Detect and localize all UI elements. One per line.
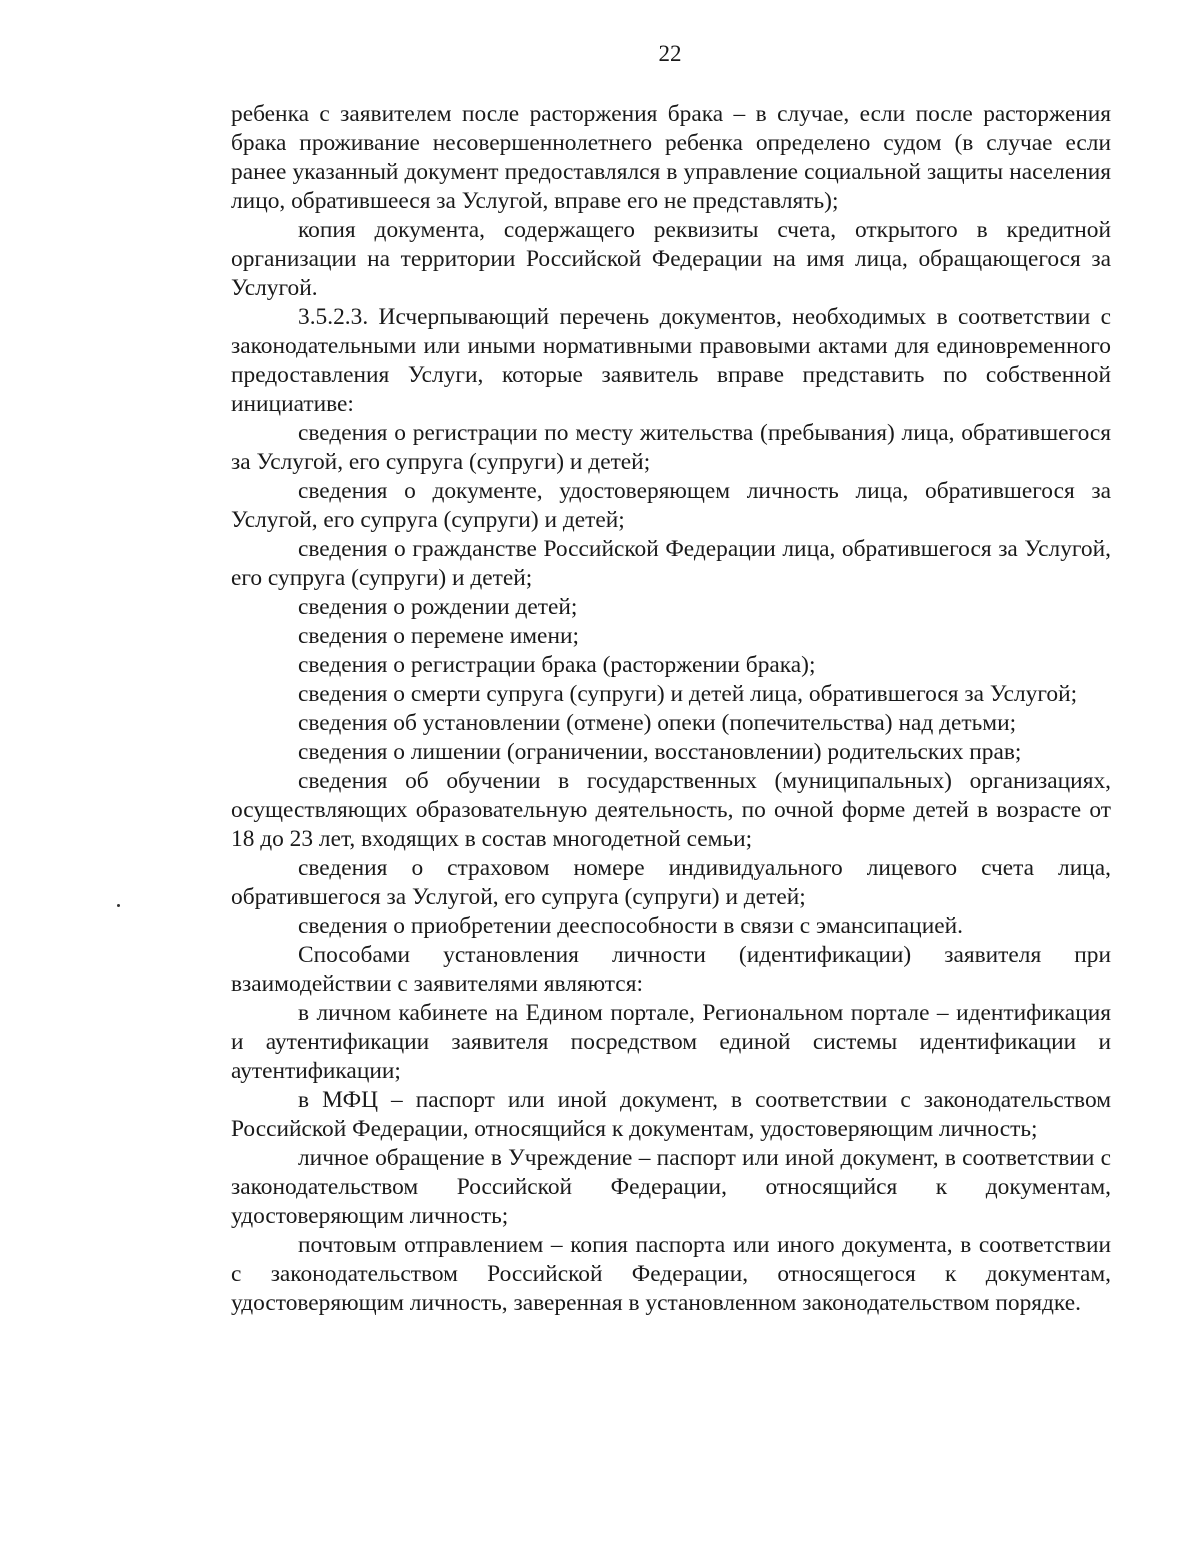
paragraph: сведения о рождении детей;: [298, 594, 578, 620]
paragraph: в МФЦ – паспорт или иной документ, в соответствии с законодательством Российской Федерации, относящийся к документам, удостоверяющим личность;: [231, 1087, 1111, 1142]
paragraph: сведения о регистрации по месту жительства (пребывания) лица, обратившегося за Услугой, его супруга (супруги) и детей;: [231, 420, 1111, 475]
paragraph: сведения о регистрации брака (расторжении брака);: [298, 652, 816, 678]
paragraph: сведения о страховом номере индивидуального лицевого счета лица, обратившегося за Услугой, его супруга (супруги) и детей;: [231, 855, 1111, 910]
paragraph: сведения о лишении (ограничении, восстановлении) родительских прав;: [298, 739, 1022, 765]
paragraph: Способами установления личности (идентификации) заявителя при взаимодействии с заявителями являются:: [231, 942, 1111, 997]
paragraph: сведения о перемене имени;: [298, 623, 579, 649]
paragraph: сведения об обучении в государственных (муниципальных) организациях, осуществляющих образовательную деятельность, по очной форме детей в возрасте от 18 до 23 лет, входящих в состав многодетной семьи;: [231, 768, 1111, 852]
paragraph: в личном кабинете на Едином портале, Региональном портале – идентификация и аутентификации заявителя посредством единой системы идентификации и аутентификации;: [231, 1000, 1111, 1084]
paragraph: сведения о смерти супруга (супруги) и детей лица, обратившегося за Услугой;: [298, 681, 1078, 707]
paragraph: сведения о приобретении дееспособности в связи с эмансипацией.: [298, 913, 963, 939]
paragraph: сведения об установлении (отмене) опеки (попечительства) над детьми;: [298, 710, 1017, 736]
scan-artifact-dot: [117, 904, 120, 907]
body-text: [231, 100, 1111, 1318]
page-number: 22: [658, 41, 682, 66]
paragraph: почтовым отправлением – копия паспорта или иного документа, в соответствии с законодательством Российской Федерации, относящегося к документам, удостоверяющим личность, заверенная в установленном законодательством порядке.: [231, 1232, 1111, 1316]
paragraph: копия документа, содержащего реквизиты счета, открытого в кредитной организации на территории Российской Федерации на имя лица, обращающегося за Услугой.: [231, 217, 1111, 301]
paragraph: 3.5.2.3. Исчерпывающий перечень документов, необходимых в соответствии с законодательными или иными нормативными правовыми актами для единовременного предоставления Услуги, которые заявитель вправе представить по собственной инициативе:: [231, 304, 1111, 417]
paragraph: ребенка с заявителем после расторжения брака – в случае, если после расторжения брака проживание несовершеннолетнего ребенка определено судом (в случае если ранее указанный документ предоставлялся в управление социальной защиты населения лицо, обратившееся за Услугой, вправе его не представлять);: [231, 101, 1111, 214]
paragraph: сведения о документе, удостоверяющем личность лица, обратившегося за Услугой, его супруга (супруги) и детей;: [231, 478, 1111, 533]
paragraph: личное обращение в Учреждение – паспорт или иной документ, в соответствии с законодательством Российской Федерации, относящийся к документам, удостоверяющим личность;: [231, 1145, 1111, 1229]
paragraph: сведения о гражданстве Российской Федерации лица, обратившегося за Услугой, его супруга (супруги) и детей;: [231, 536, 1111, 591]
